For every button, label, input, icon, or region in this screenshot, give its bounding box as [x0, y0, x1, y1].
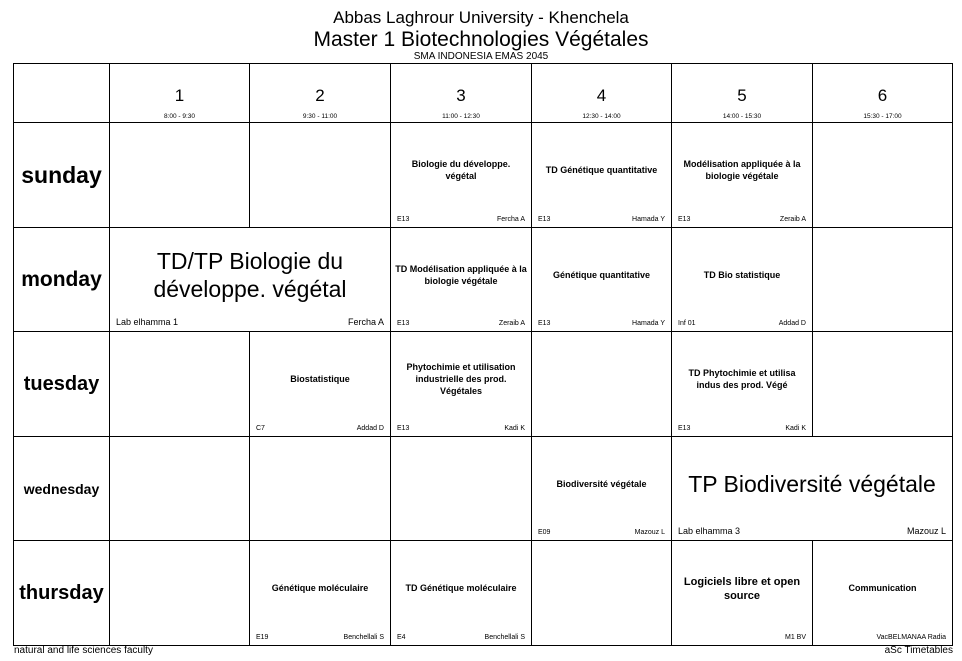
empty-slot	[109, 436, 250, 541]
lesson-teacher: Benchellali S	[343, 634, 384, 641]
lesson-teacher: Zeraib A	[498, 320, 525, 327]
lesson-card[interactable]	[531, 436, 672, 541]
period-header	[109, 63, 250, 123]
period-time: 12:30 - 14:00	[582, 113, 621, 120]
lesson-teacher: Mazouz L	[906, 526, 946, 536]
period-number: 6	[877, 86, 888, 105]
lesson-teacher: Kadi K	[504, 425, 525, 432]
empty-slot	[531, 540, 672, 646]
lesson-room: E13	[397, 425, 410, 432]
lesson-room: E4	[397, 634, 406, 641]
lesson-room: C7	[256, 425, 265, 432]
lesson-card[interactable]	[249, 540, 391, 646]
lesson-title: Phytochimie et utilisation industrielle des prod. Végétales	[406, 362, 516, 396]
lesson-card[interactable]	[390, 227, 532, 332]
lesson-room: E09	[538, 529, 551, 536]
lesson-title: Biodiversité végétale	[556, 478, 647, 489]
period-number: 1	[174, 86, 185, 105]
lesson-title: Biostatistique	[290, 374, 350, 385]
empty-slot	[249, 122, 391, 228]
lesson-room: E19	[256, 634, 269, 641]
empty-slot	[109, 540, 250, 646]
period-header	[812, 63, 953, 123]
lesson-card[interactable]	[109, 227, 391, 332]
period-time: 8:00 - 9:30	[163, 113, 196, 120]
lesson-room: E13	[538, 320, 551, 327]
lesson-room: Inf 01	[678, 320, 696, 327]
lesson-title: TD Génétique quantitative	[545, 165, 658, 176]
lesson-teacher: Mazouz L	[634, 529, 665, 536]
day-label: wednesday	[23, 480, 100, 497]
lesson-title: Biologie du développe. végétal	[411, 159, 511, 181]
lesson-card[interactable]	[671, 436, 953, 541]
lesson-title: Logiciels libre et open source	[683, 575, 801, 602]
lesson-card[interactable]	[671, 227, 813, 332]
lesson-title: TD/TP Biologie du développe. végétal	[153, 247, 347, 302]
day-header	[13, 122, 110, 228]
day-header	[13, 540, 110, 646]
class-subtitle: SMA INDONESIA EMAS 2045	[413, 51, 549, 62]
lesson-title: Modélisation appliquée à la biologie végétale	[683, 159, 801, 181]
period-number: 3	[456, 86, 466, 105]
lesson-teacher: Addad D	[778, 320, 806, 327]
day-label: thursday	[19, 581, 104, 604]
day-label: monday	[21, 267, 102, 291]
lesson-card[interactable]	[671, 331, 813, 437]
lesson-title: TD Modélisation appliquée à la biologie végétale	[395, 263, 527, 286]
period-header	[531, 63, 672, 123]
lesson-title: TP Biodiversité végétale	[688, 470, 936, 497]
lesson-card[interactable]	[531, 122, 672, 228]
lesson-room: E13	[678, 425, 691, 432]
day-header	[13, 227, 110, 332]
lesson-teacher: Benchellali S	[484, 634, 525, 641]
lesson-card[interactable]	[671, 540, 813, 646]
lesson-teacher: Kadi K	[785, 425, 806, 432]
empty-slot	[390, 436, 532, 541]
empty-slot	[109, 331, 250, 437]
period-time: 14:00 - 15:30	[722, 113, 762, 120]
lesson-card[interactable]	[390, 331, 532, 437]
lesson-card[interactable]	[812, 540, 953, 646]
lesson-teacher: VacBELMANAA Radia	[876, 634, 946, 641]
lesson-teacher: Hamada Y	[632, 320, 665, 327]
period-time: 11:00 - 12:30	[442, 113, 480, 120]
lesson-card[interactable]	[390, 122, 532, 228]
lesson-teacher: Zeraib A	[779, 216, 806, 223]
period-header	[390, 63, 532, 123]
empty-slot	[812, 122, 953, 228]
period-number: 5	[737, 86, 747, 105]
lesson-room: E13	[538, 216, 551, 223]
lesson-title: TD Génétique moléculaire	[405, 583, 517, 594]
lesson-card[interactable]	[249, 331, 391, 437]
empty-slot	[109, 122, 250, 228]
period-header	[671, 63, 813, 123]
lesson-title: TD Phytochimie et utilisa indus des prod. Végé	[688, 368, 796, 390]
lesson-room: Lab elhamma 1	[116, 317, 179, 327]
lesson-room: E13	[397, 216, 410, 223]
lesson-teacher: Addad D	[356, 425, 384, 432]
day-header	[13, 331, 110, 437]
lesson-teacher: M1 BV	[784, 634, 806, 641]
period-time: 9:30 - 11:00	[302, 113, 338, 120]
lesson-card[interactable]	[671, 122, 813, 228]
lesson-room: Lab elhamma 3	[678, 526, 741, 536]
program-title: Master 1 Biotechnologies Végétales	[313, 28, 649, 51]
lesson-teacher: Fercha A	[347, 317, 384, 327]
corner-cell	[13, 63, 110, 123]
period-time: 15:30 - 17:00	[863, 113, 902, 120]
lesson-card[interactable]	[531, 227, 672, 332]
lesson-title: TD Bio statistique	[703, 269, 781, 280]
lesson-teacher: Hamada Y	[632, 216, 665, 223]
faculty-footer: natural and life sciences faculty	[14, 645, 153, 656]
lesson-room: E13	[397, 320, 410, 327]
university-title: Abbas Laghrour University - Khenchela	[333, 8, 629, 27]
lesson-title: Communication	[848, 583, 917, 594]
lesson-title: Génétique moléculaire	[271, 583, 369, 594]
lesson-card[interactable]	[390, 540, 532, 646]
period-number: 2	[315, 86, 325, 105]
lesson-teacher: Fercha A	[496, 216, 525, 223]
period-number: 4	[596, 86, 607, 105]
empty-slot	[249, 436, 391, 541]
software-footer: aSc Timetables	[884, 645, 953, 656]
period-header	[249, 63, 391, 123]
lesson-title: Génétique quantitative	[552, 269, 650, 280]
empty-slot	[531, 331, 672, 437]
empty-slot	[812, 331, 953, 437]
day-label: tuesday	[23, 372, 100, 395]
empty-slot	[812, 227, 953, 332]
day-label: sunday	[21, 161, 102, 188]
lesson-room: E13	[678, 216, 691, 223]
day-header	[13, 436, 110, 541]
